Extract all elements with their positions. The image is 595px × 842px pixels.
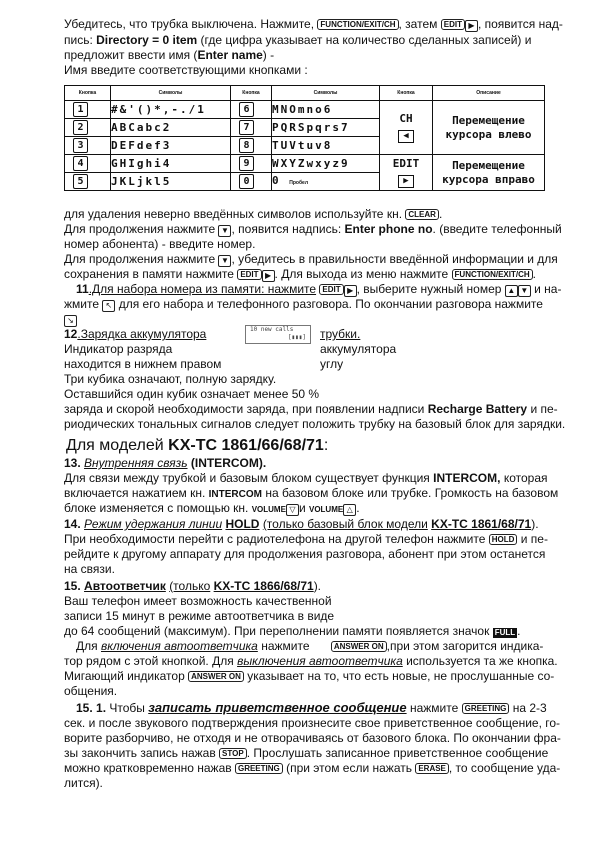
header-cell: Символы [111, 86, 231, 101]
text: 0 [272, 173, 281, 187]
para1-line4: Имя введите соответствующими кнопками : [64, 63, 308, 77]
header-cell: Кнопка [231, 86, 272, 101]
left-arrow-icon: ◀ [398, 130, 414, 143]
key-2: 2 [73, 120, 88, 135]
text: Для [76, 639, 98, 653]
down-arrow-icon: ▽ [286, 504, 299, 516]
para12-line6 [64, 402, 558, 416]
para15-line5 [64, 654, 558, 668]
up-arrow-icon: ▲ [505, 285, 518, 297]
para15-line7: общения. [64, 684, 118, 698]
text: Для продолжения нажмите [64, 222, 216, 236]
para2-line2 [64, 222, 562, 237]
para12-line7: риодических тональных сигналов следует положить трубку на базовый блок для зарядки. [64, 417, 566, 431]
para12-title-right: трубки. [320, 327, 361, 341]
para151-line2: сек. и после звукового подтверждения произнесите свое приветственное сообщение, го- [64, 716, 561, 730]
text: и на- [534, 282, 562, 296]
chars-cell [272, 173, 380, 191]
volume-key: VOLUME [308, 505, 344, 514]
text: до 64 сообщений (максимум). При переполнении памяти появляется значок [64, 624, 490, 638]
para11-line1 [76, 282, 561, 297]
key-6: 6 [239, 102, 254, 117]
down-arrow-icon: ▼ [218, 225, 231, 237]
models-heading [66, 437, 328, 455]
text: . [517, 624, 521, 638]
text: . (введите телефонный [432, 222, 562, 236]
key-7: 7 [239, 120, 254, 135]
table-header [65, 86, 545, 101]
text: (только [169, 579, 211, 593]
edit-description: Перемещение курсора вправо [433, 155, 545, 191]
keypad-table [64, 85, 545, 191]
text: Для связи между трубкой и базовым блоком существует функция [64, 471, 430, 485]
text: KX-TC 1866/68/71 [213, 579, 314, 593]
edit-key: EDIT [441, 19, 465, 30]
function-exit-ch-key: FUNCTION/EXIT/CH [452, 269, 533, 280]
text: пись: [64, 33, 93, 47]
para12-line3-right: углу [320, 357, 344, 371]
para13-line1 [64, 471, 548, 485]
text: сохранения в памяти нажмите [64, 267, 234, 281]
up-arrow-icon: △ [343, 504, 356, 516]
edit-key: EDIT [319, 284, 343, 295]
text: HOLD [225, 517, 260, 531]
para12-title [64, 327, 206, 341]
text: которая [503, 471, 548, 485]
text: нажмите [261, 639, 310, 653]
para15-line4 [76, 639, 543, 653]
para151-line5 [64, 761, 560, 775]
text: выключения автоответчика [237, 654, 403, 668]
ch-key-cell [380, 101, 433, 155]
para151-line4 [64, 746, 548, 760]
text: .Для набора номера из памяти: нажмите [88, 282, 317, 296]
para1-line2 [64, 33, 531, 47]
right-arrow-icon: ▶ [262, 270, 275, 282]
table-row [65, 155, 545, 173]
text: INTERCOM [208, 489, 262, 500]
edit-key: EDIT [237, 269, 261, 280]
text: Внутренняя связь [84, 456, 188, 470]
chars-cell: GHIghi4 [111, 155, 231, 173]
para11-line3 [64, 312, 77, 327]
stop-key: STOP [219, 748, 247, 759]
text: и [298, 501, 306, 515]
text: Enter phone no [344, 222, 433, 236]
down-arrow-icon: ▼ [218, 255, 231, 267]
text: блоке изменяется с помощью кн. [64, 501, 249, 515]
volume-key: VOLUME [251, 505, 286, 514]
key-4: 4 [73, 156, 88, 171]
text: KX-TC 1861/68/71 [431, 517, 532, 531]
text: , появится над- [477, 17, 563, 31]
text: и пе- [530, 402, 558, 416]
key-9: 9 [239, 156, 254, 171]
section-number: 15. [64, 579, 81, 593]
text: включения автоответчика [100, 639, 258, 653]
text: Чтобы [109, 701, 145, 715]
text: заряда и скорой необходимости заряда, при появлении надписи [64, 402, 425, 416]
section-number: 13. [64, 456, 81, 470]
text: ). [313, 579, 322, 593]
text: и пе- [520, 532, 548, 546]
para15-line1: Ваш телефон имеет возможность качественной [64, 594, 332, 608]
header-cell: Кнопка [380, 86, 433, 101]
text: . [438, 207, 443, 221]
text: записать приветственное сообщение [148, 700, 407, 715]
talk-phone-icon: ↖ [102, 300, 115, 312]
chars-cell: TUVtuv8 [272, 137, 380, 155]
text: ) - [262, 48, 275, 62]
text: . Прослушать записанное приветственное сообщение [246, 746, 549, 760]
para13-title [64, 456, 266, 470]
para151-line3: ворите разборчиво, не отходя и не отворачиваясь от базового блока. По окончании фра- [64, 731, 561, 745]
key-1: 1 [73, 102, 88, 117]
clear-key: CLEAR [405, 209, 439, 220]
text: Для моделей [66, 437, 164, 454]
section-number: 12 [64, 327, 78, 341]
chars-cell: #&'()*,-./1 [111, 101, 231, 119]
off-phone-icon: ↘ [64, 315, 77, 327]
para2-line5 [64, 267, 536, 282]
hold-key: HOLD [489, 534, 518, 545]
chars-cell: WXYZwxyz9 [272, 155, 380, 173]
text: можно кратковременно нажав [64, 761, 232, 775]
section-number: 11 [76, 282, 89, 296]
para15-line2: записи 15 минут в режиме автоответчика в виде [64, 609, 335, 623]
text: зы закончить запись нажав [64, 746, 216, 760]
para12-line2: Индикатор разряда [64, 342, 173, 356]
para2-line3: номер абонента) - введите номер. [64, 237, 256, 251]
text: При необходимости перейти с радиотелефона на другой телефон нажмите [64, 532, 486, 546]
text: , убедитесь в правильности введённой информации и для [231, 252, 558, 266]
chars-cell: JKLjkl5 [111, 173, 231, 191]
greeting-key: GREETING [462, 703, 510, 714]
chars-cell: MNOmno6 [272, 101, 380, 119]
para15-line6 [64, 669, 554, 683]
key-cell [231, 137, 272, 155]
display-text: 10 new calls [250, 326, 294, 333]
para12-line2-right: аккумулятора [320, 342, 397, 356]
key-cell [65, 101, 111, 119]
text: . Для выхода из меню нажмите [274, 267, 449, 281]
text: предложит ввести имя ( [64, 48, 198, 62]
text: указывает на то, что есть новые, не прослушанные со- [247, 669, 555, 683]
para11-line2 [64, 297, 543, 312]
para2-line1 [64, 207, 442, 221]
key-cell [231, 119, 272, 137]
para15-title [64, 579, 321, 593]
text: для его набора и телефонного разговора. По окончании разговора нажмите [118, 297, 543, 311]
key-0: 0 [239, 174, 254, 189]
answer-on-key: ANSWER ON [331, 641, 387, 652]
key-5: 5 [73, 174, 88, 189]
text: , то сообщение уда- [448, 761, 561, 775]
edit-label: EDIT [392, 157, 420, 170]
text: на 2-3 [512, 701, 547, 715]
text: включается нажатием кн. [64, 486, 206, 500]
table-row [65, 101, 545, 119]
key-cell [65, 173, 111, 191]
key-cell [65, 137, 111, 155]
ch-description: Перемещение курсора влево [433, 101, 545, 155]
text: (INTERCOM). [190, 456, 267, 470]
para14-title [64, 517, 539, 531]
para14-line2: рейдите к другому аппарату для продолжения разговора, абонент при этом останется [64, 547, 546, 561]
text: . [532, 267, 536, 281]
erase-key: ERASE [415, 763, 449, 774]
text: Убедитесь, что трубка выключена. Нажмите, [64, 17, 315, 31]
text: тор рядом с этой кнопкой. Для [64, 654, 234, 668]
text: используется та же кнопка. [406, 654, 558, 668]
chars-cell: DEFdef3 [111, 137, 231, 155]
para15-line3 [64, 624, 520, 638]
para13-line2 [64, 486, 558, 502]
text: .Зарядка аккумулятора [77, 327, 207, 341]
text: нажмите [409, 701, 459, 715]
key-cell [231, 155, 272, 173]
text: Recharge Battery [427, 402, 528, 416]
text: ,при этом загорится индика- [386, 639, 544, 653]
para12-line5: Оставшийся один кубик означает менее 50 % [64, 387, 320, 401]
text: . [356, 501, 360, 515]
chars-cell: PQRSpqrs7 [272, 119, 380, 137]
answer-on-key: ANSWER ON [188, 671, 244, 682]
text: Directory = 0 item [96, 33, 198, 47]
chars-cell: ABCabc2 [111, 119, 231, 137]
text: на базовом блоке или трубке. Громкость на базовом [265, 486, 559, 500]
edit-key-cell [380, 155, 433, 191]
function-exit-ch-key: FUNCTION/EXIT/CH [317, 19, 398, 30]
text: Автоответчик [84, 579, 166, 593]
section-number: 15. 1. [76, 701, 107, 715]
text: Мигающий индикатор [64, 669, 185, 683]
text: для удаления неверно введённых символов используйте кн. [64, 207, 403, 221]
key-cell [231, 101, 272, 119]
battery-icon: [▮▮▮] [287, 334, 306, 341]
right-arrow-icon: ▶ [344, 285, 357, 297]
para1-line1 [64, 17, 563, 32]
header-cell: Символы [272, 86, 380, 101]
ch-label: CH [399, 112, 413, 125]
para1-line3 [64, 48, 274, 62]
text: Enter name [197, 48, 263, 62]
text: , появится надпись: [231, 222, 342, 236]
section-number: 14. [64, 517, 81, 531]
text: (при этом если нажать [286, 761, 412, 775]
para12-line4: Три кубика означают, полную зарядку. [64, 372, 277, 386]
full-icon: FULL [494, 628, 516, 637]
right-arrow-icon: ▶ [465, 20, 478, 32]
key-8: 8 [239, 138, 254, 153]
down-arrow-icon: ▼ [518, 285, 531, 297]
para12-line3: находится в нижнем правом [64, 357, 222, 371]
text: (только базовый блок модели [262, 517, 428, 531]
text: INTERCOM, [433, 471, 501, 485]
text: , затем [398, 17, 438, 31]
text: : [323, 437, 329, 454]
text: (где цифра указывает на количество сделанных записей) и [200, 33, 532, 47]
para151-line1 [76, 701, 547, 715]
para2-line4 [64, 252, 558, 267]
right-arrow-icon: ▶ [398, 175, 414, 188]
para151-line6: лится). [64, 776, 103, 790]
key-cell [231, 173, 272, 191]
key-cell [65, 119, 111, 137]
text: Для продолжения нажмите [64, 252, 216, 266]
battery-display [245, 325, 311, 344]
key-cell [65, 155, 111, 173]
key-3: 3 [73, 138, 88, 153]
header-cell: Кнопка [65, 86, 111, 101]
text: Режим удержания линии [84, 517, 223, 531]
text: ). [531, 517, 539, 531]
para13-line3 [64, 501, 360, 517]
text: KX-TC 1861/66/68/71 [168, 437, 324, 454]
text: , выберите нужный номер [356, 282, 502, 296]
para14-line3: на связи. [64, 562, 115, 576]
para14-line1 [64, 532, 548, 546]
text: жмите [64, 297, 100, 311]
space-label: Пробел [289, 179, 308, 186]
greeting-key: GREETING [235, 763, 283, 774]
header-cell: Описание [433, 86, 545, 101]
